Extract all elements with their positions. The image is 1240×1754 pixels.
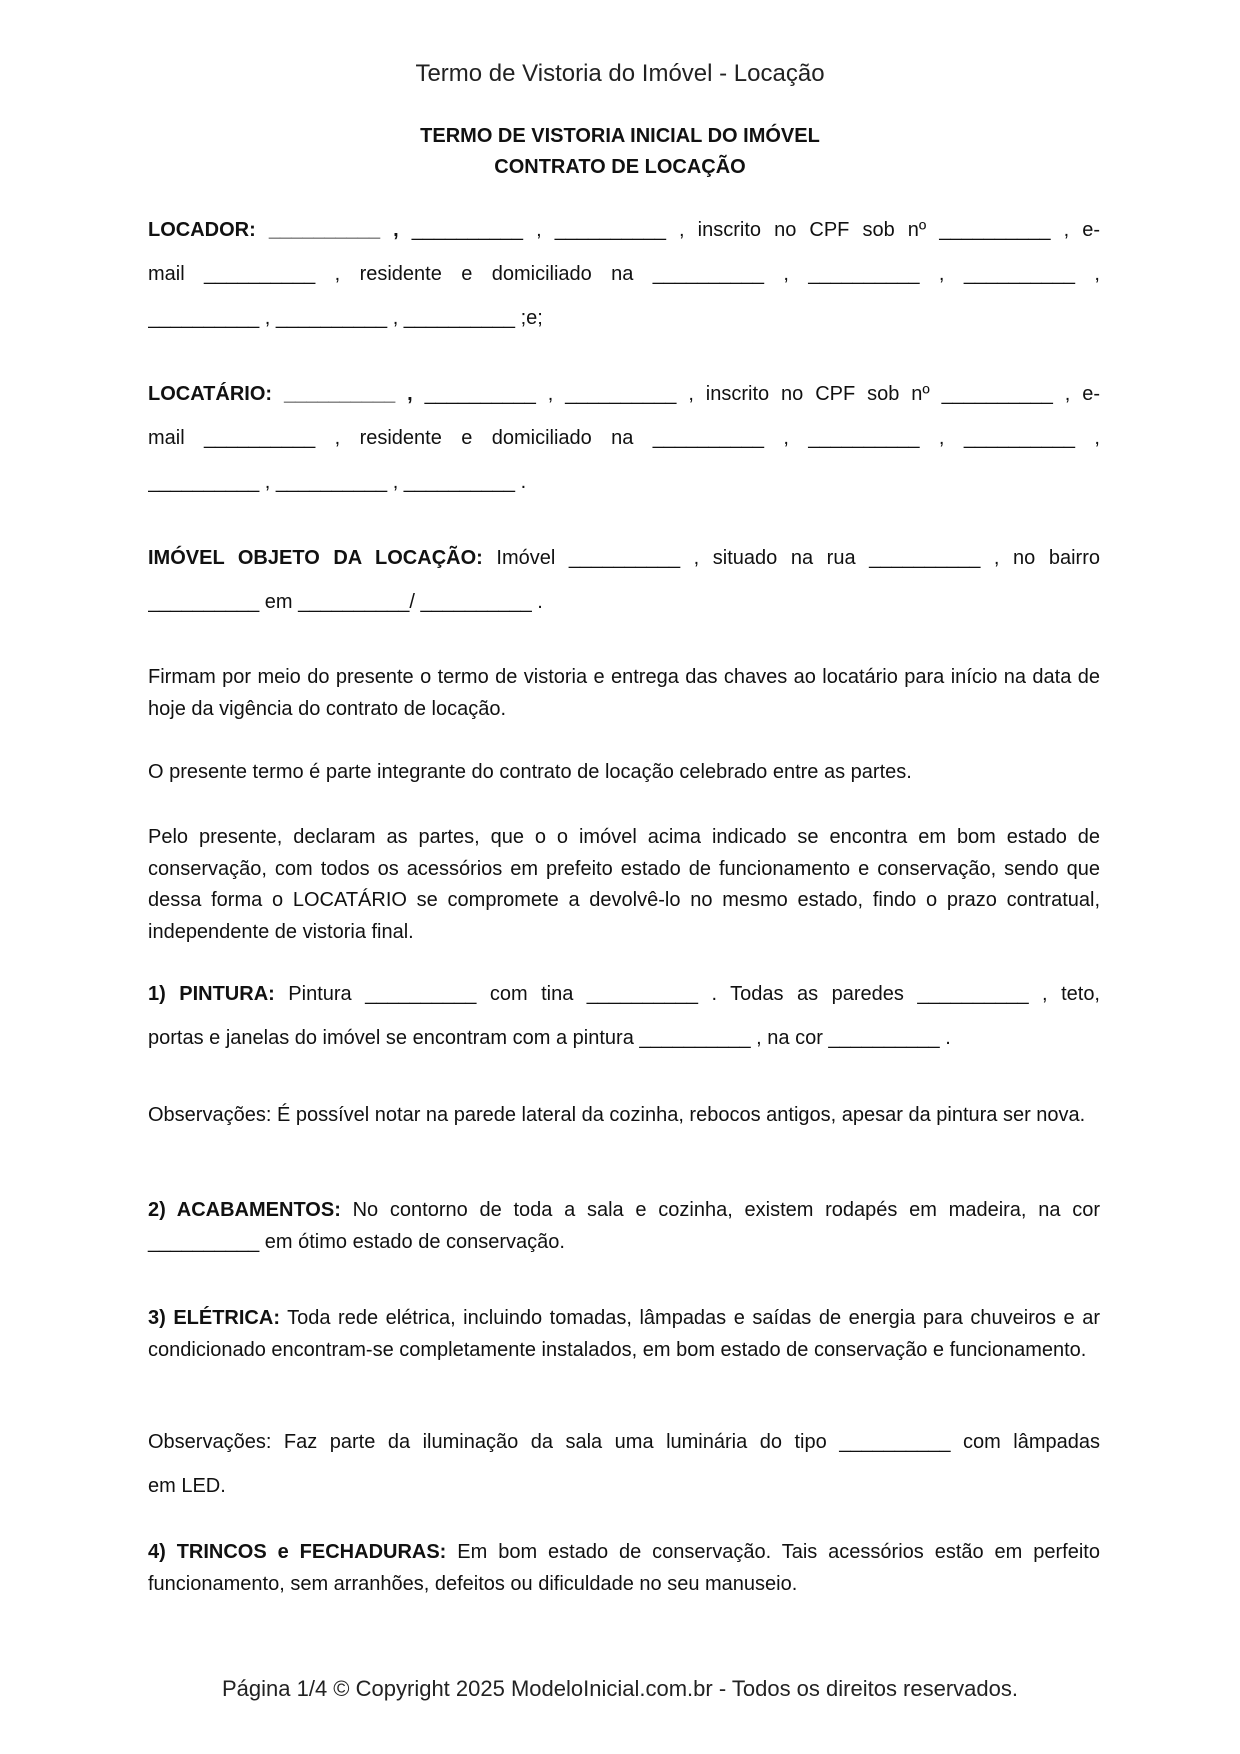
eletrica-paragraph bbox=[148, 1303, 1100, 1366]
locatario-line-1 bbox=[148, 380, 1100, 408]
locador-line-1-text: __________ , __________ , inscrito no CPF sob nº __________ , e- bbox=[398, 219, 1100, 241]
imovel-line-1 bbox=[148, 544, 1100, 572]
eletrica-label: 3) ELÉTRICA: bbox=[148, 1307, 280, 1329]
pintura-observacoes: Observações: É possível notar na parede lateral da cozinha, rebocos antigos, apesar da pintura ser nova. bbox=[148, 1104, 1086, 1126]
eletrica-observacoes-line-2: em LED. bbox=[148, 1475, 226, 1497]
locador-line-2: mail __________ , residente e domiciliado na __________ , __________ , __________ , bbox=[148, 263, 1100, 285]
paragraph-termo-integrante: O presente termo é parte integrante do contrato de locação celebrado entre as partes. bbox=[148, 761, 912, 783]
acabamentos-paragraph bbox=[148, 1195, 1100, 1258]
pintura-label: 1) PINTURA: bbox=[148, 983, 275, 1005]
locatario-name-blank: __________ , bbox=[272, 383, 413, 405]
page-header: Termo de Vistoria do Imóvel - Locação bbox=[415, 60, 825, 87]
locatario-line-3: __________ , __________ , __________ . bbox=[148, 471, 527, 493]
title-line-1: TERMO DE VISTORIA INICIAL DO IMÓVEL bbox=[420, 125, 820, 147]
locador-line-1 bbox=[148, 216, 1100, 244]
trincos-paragraph bbox=[148, 1537, 1100, 1600]
locatario-line-1-text: __________ , __________ , inscrito no CPF sob nº __________ , e- bbox=[412, 383, 1100, 405]
locatario-label: LOCATÁRIO: bbox=[148, 383, 273, 405]
locador-label: LOCADOR bbox=[148, 219, 250, 241]
eletrica-observacoes-line-1: Observações: Faz parte da iluminação da sala uma luminária do tipo __________ com lâmpadas bbox=[148, 1431, 1100, 1453]
acabamentos-label: 2) ACABAMENTOS: bbox=[148, 1199, 341, 1221]
paragraph-firmam: Firmam por meio do presente o termo de vistoria e entrega das chaves ao locatário para início na data de hoje da vigência do contrato de locação. bbox=[148, 666, 1100, 720]
pintura-line-2: portas e janelas do imóvel se encontram com a pintura __________ , na cor __________ . bbox=[148, 1027, 951, 1049]
paragraph-declaracao: Pelo presente, declaram as partes, que o o imóvel acima indicado se encontra em bom estado de conservação, com todos os acessórios em prefeito estado de funcionamento e conservação, sendo que dessa forma o LOCATÁRIO se compromete a devolvê-lo no mesmo estado, findo o prazo contratual, independente de vistoria final. bbox=[148, 826, 1100, 943]
eletrica-text: Toda rede elétrica, incluindo tomadas, lâmpadas e saídas de energia para chuveiros e ar condicionado encontram-se completamente instalados, em bom estado de conservação e funcionamento. bbox=[148, 1307, 1100, 1361]
locador-name-blank: : __________ , bbox=[249, 219, 399, 241]
document-title bbox=[0, 121, 1240, 183]
pintura-line-1-text: Pintura __________ com tina __________ . Todas as paredes __________ , teto, bbox=[274, 983, 1100, 1005]
pintura-line-1 bbox=[148, 980, 1100, 1008]
title-line-2: CONTRATO DE LOCAÇÃO bbox=[494, 156, 746, 178]
page-footer: Página 1/4 © Copyright 2025 ModeloInicial.com.br - Todos os direitos reservados. bbox=[222, 1676, 1018, 1701]
imovel-line-2: __________ em __________/ __________ . bbox=[148, 591, 543, 613]
imovel-line-1-text: Imóvel __________ , situado na rua __________ , no bairro bbox=[482, 547, 1100, 569]
locatario-line-2: mail __________ , residente e domiciliado na __________ , __________ , __________ , bbox=[148, 427, 1100, 449]
imovel-label: IMÓVEL OBJETO DA LOCAÇÃO: bbox=[148, 547, 483, 569]
acabamentos-text: No contorno de toda a sala e cozinha, existem rodapés em madeira, na cor __________ em ótimo estado de conservação. bbox=[148, 1199, 1100, 1253]
trincos-label: 4) TRINCOS e FECHADURAS: bbox=[148, 1541, 447, 1563]
trincos-text: Em bom estado de conservação. Tais acessórios estão em perfeito funcionamento, sem arranhões, defeitos ou dificuldade no seu manuseio. bbox=[148, 1541, 1100, 1595]
locador-line-3: __________ , __________ , __________ ;e; bbox=[148, 307, 543, 329]
